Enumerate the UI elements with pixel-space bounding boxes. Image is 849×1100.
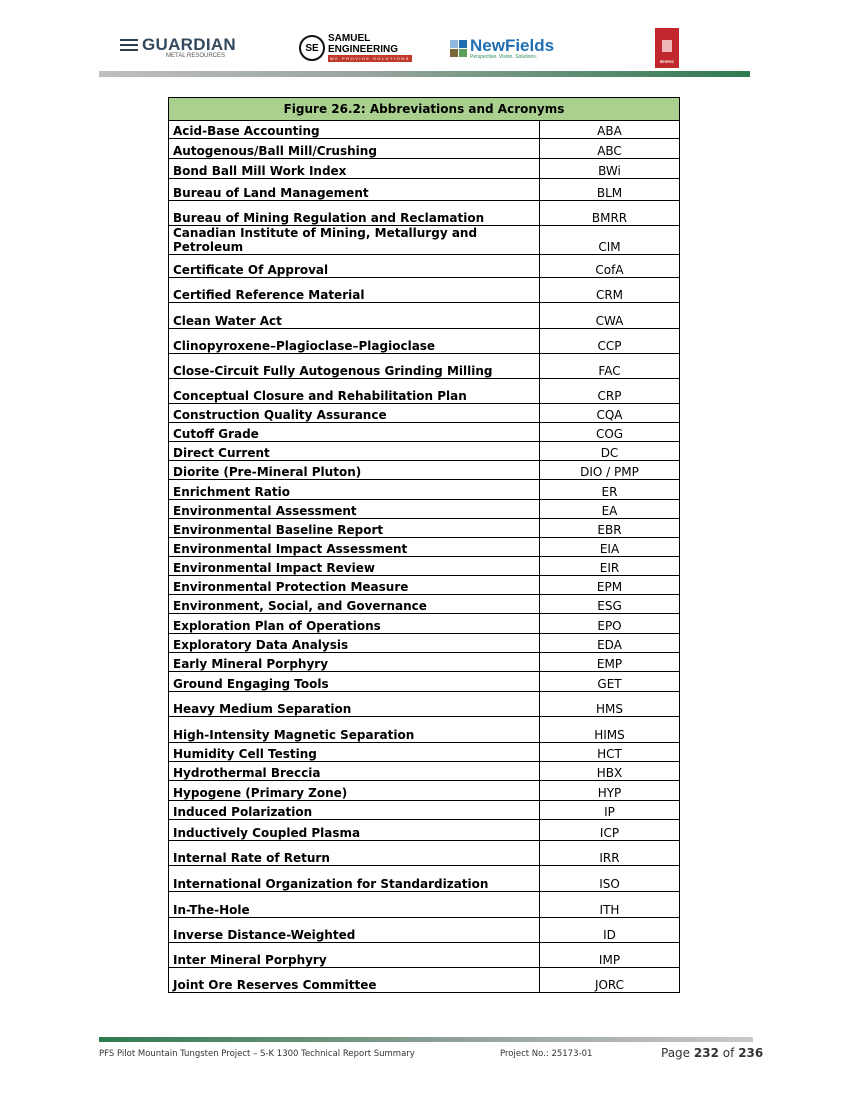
abbreviation-cell: ER xyxy=(540,480,680,500)
table-row xyxy=(169,762,680,781)
table-row xyxy=(169,672,680,692)
term-cell: Early Mineral Porphyry xyxy=(169,653,540,672)
table-row xyxy=(169,943,680,968)
term-cell: Clean Water Act xyxy=(169,303,540,329)
table-row xyxy=(169,139,680,159)
term-cell: International Organization for Standardization xyxy=(169,866,540,892)
respec-logo xyxy=(655,28,679,68)
footer-divider xyxy=(99,1037,753,1042)
page-current: 232 xyxy=(693,1046,719,1060)
term-cell: Ground Engaging Tools xyxy=(169,672,540,692)
abbreviation-cell: GET xyxy=(540,672,680,692)
term-cell: Certified Reference Material xyxy=(169,278,540,303)
term-cell: Environment, Social, and Governance xyxy=(169,595,540,614)
abbreviation-cell: COG xyxy=(540,423,680,442)
newfields-tagline: Perspective. Vision. Solutions. xyxy=(470,54,538,60)
term-cell: Induced Polarization xyxy=(169,801,540,820)
samuel-se-circle-icon: SE xyxy=(299,35,325,61)
term-cell: Hypogene (Primary Zone) xyxy=(169,781,540,801)
page-total: 236 xyxy=(738,1046,764,1060)
term-cell: Inductively Coupled Plasma xyxy=(169,820,540,841)
table-row xyxy=(169,278,680,303)
table-row xyxy=(169,500,680,519)
samuel-line2: ENGINEERING xyxy=(328,44,399,55)
term-cell: Bureau of Mining Regulation and Reclamation xyxy=(169,201,540,226)
term-cell: Autogenous/Ball Mill/Crushing xyxy=(169,139,540,159)
table-row xyxy=(169,692,680,717)
abbreviation-cell: EBR xyxy=(540,519,680,538)
abbreviation-cell: ESG xyxy=(540,595,680,614)
table-row xyxy=(169,781,680,801)
table-body xyxy=(169,121,680,993)
table-row xyxy=(169,801,680,820)
table-row xyxy=(169,576,680,595)
abbreviation-cell: CWA xyxy=(540,303,680,329)
abbreviation-cell: ITH xyxy=(540,892,680,918)
page-header xyxy=(0,0,849,80)
abbreviation-cell: EIA xyxy=(540,538,680,557)
term-cell: Hydrothermal Breccia xyxy=(169,762,540,781)
table-row xyxy=(169,614,680,634)
abbreviation-cell: HYP xyxy=(540,781,680,801)
abbreviation-cell: CRM xyxy=(540,278,680,303)
abbreviation-cell: ABA xyxy=(540,121,680,139)
term-cell: Inverse Distance-Weighted xyxy=(169,918,540,943)
newfields-logo xyxy=(450,37,554,60)
term-cell: Diorite (Pre-Mineral Pluton) xyxy=(169,461,540,480)
page-word: Page xyxy=(661,1046,691,1060)
term-cell: Environmental Baseline Report xyxy=(169,519,540,538)
table-row xyxy=(169,538,680,557)
table-row xyxy=(169,634,680,653)
term-cell: Inter Mineral Porphyry xyxy=(169,943,540,968)
abbreviation-cell: EDA xyxy=(540,634,680,653)
abbreviation-cell: DIO / PMP xyxy=(540,461,680,480)
abbreviation-cell: ICP xyxy=(540,820,680,841)
abbreviation-cell: CIM xyxy=(540,226,680,255)
table-row xyxy=(169,892,680,918)
table-row xyxy=(169,841,680,866)
term-cell: Bond Ball Mill Work Index xyxy=(169,159,540,179)
abbreviation-cell: EPO xyxy=(540,614,680,634)
table-row xyxy=(169,404,680,423)
guardian-logo xyxy=(120,36,236,60)
table-row xyxy=(169,423,680,442)
samuel-engineering-logo xyxy=(299,34,412,62)
table-row xyxy=(169,121,680,139)
table-row xyxy=(169,255,680,278)
table-row xyxy=(169,653,680,672)
newfields-squares-icon xyxy=(450,40,467,57)
samuel-tagline: WE PROVIDE SOLUTIONS xyxy=(330,56,410,61)
term-cell: Bureau of Land Management xyxy=(169,179,540,201)
abbreviation-cell: BWi xyxy=(540,159,680,179)
abbreviation-cell: EMP xyxy=(540,653,680,672)
table-row xyxy=(169,918,680,943)
abbreviation-cell: EPM xyxy=(540,576,680,595)
term-cell: Joint Ore Reserves Committee xyxy=(169,968,540,993)
table-row xyxy=(169,866,680,892)
of-word: of xyxy=(722,1046,735,1060)
abbreviation-cell: DC xyxy=(540,442,680,461)
abbreviation-cell: CRP xyxy=(540,379,680,404)
table-row xyxy=(169,461,680,480)
abbreviations-table xyxy=(168,97,680,993)
term-cell: Internal Rate of Return xyxy=(169,841,540,866)
table-row xyxy=(169,179,680,201)
term-cell: In-The-Hole xyxy=(169,892,540,918)
abbreviation-cell: IP xyxy=(540,801,680,820)
table-row xyxy=(169,595,680,614)
table-row xyxy=(169,226,680,255)
table-row xyxy=(169,557,680,576)
term-cell: Conceptual Closure and Rehabilitation Plan xyxy=(169,379,540,404)
term-cell: Clinopyroxene–Plagioclase–Plagioclase xyxy=(169,329,540,354)
term-cell: Exploratory Data Analysis xyxy=(169,634,540,653)
table-title: Figure 26.2: Abbreviations and Acronyms xyxy=(169,98,680,121)
respec-mark-icon xyxy=(662,40,672,52)
term-cell: Acid-Base Accounting xyxy=(169,121,540,139)
abbreviation-cell: HBX xyxy=(540,762,680,781)
footer-report-title: PFS Pilot Mountain Tungsten Project – S-K 1300 Technical Report Summary xyxy=(99,1049,415,1059)
header-divider xyxy=(99,71,750,77)
abbreviation-cell: IMP xyxy=(540,943,680,968)
table-row xyxy=(169,354,680,379)
abbreviation-cell: ABC xyxy=(540,139,680,159)
term-cell: Certificate Of Approval xyxy=(169,255,540,278)
table-row xyxy=(169,968,680,993)
abbreviation-cell: HCT xyxy=(540,743,680,762)
table-row xyxy=(169,820,680,841)
guardian-name: GUARDIAN xyxy=(142,35,237,54)
abbreviation-cell: HMS xyxy=(540,692,680,717)
term-cell: Environmental Protection Measure xyxy=(169,576,540,595)
term-cell: Cutoff Grade xyxy=(169,423,540,442)
abbreviation-cell: CofA xyxy=(540,255,680,278)
table-row xyxy=(169,329,680,354)
abbreviation-cell: JORC xyxy=(540,968,680,993)
term-cell: Environmental Assessment xyxy=(169,500,540,519)
table-row xyxy=(169,442,680,461)
term-cell: Environmental Impact Assessment xyxy=(169,538,540,557)
samuel-line1: SAMUEL xyxy=(328,33,371,44)
table-row xyxy=(169,743,680,762)
abbreviation-cell: BMRR xyxy=(540,201,680,226)
footer-page-number xyxy=(661,1046,763,1060)
abbreviation-cell: EIR xyxy=(540,557,680,576)
respec-name: RESPEC xyxy=(659,60,675,64)
term-cell: Construction Quality Assurance xyxy=(169,404,540,423)
table-row xyxy=(169,201,680,226)
abbreviation-cell: BLM xyxy=(540,179,680,201)
footer-project-number: Project No.: 25173-01 xyxy=(500,1049,593,1059)
term-cell: Close-Circuit Fully Autogenous Grinding Milling xyxy=(169,354,540,379)
term-cell: Direct Current xyxy=(169,442,540,461)
guardian-mark-icon xyxy=(120,39,138,51)
table-row xyxy=(169,303,680,329)
abbreviation-cell: IRR xyxy=(540,841,680,866)
abbreviation-cell: CCP xyxy=(540,329,680,354)
abbreviation-cell: FAC xyxy=(540,354,680,379)
newfields-name: NewFields xyxy=(470,36,555,55)
abbreviation-cell: ISO xyxy=(540,866,680,892)
table-row xyxy=(169,159,680,179)
term-cell: Canadian Institute of Mining, Metallurgy and Petroleum xyxy=(169,226,540,255)
table-row xyxy=(169,379,680,404)
guardian-subtitle: METAL RESOURCES xyxy=(166,53,226,59)
table-row xyxy=(169,717,680,743)
table-row xyxy=(169,480,680,500)
term-cell: Enrichment Ratio xyxy=(169,480,540,500)
abbreviation-cell: HIMS xyxy=(540,717,680,743)
table-row xyxy=(169,519,680,538)
term-cell: Heavy Medium Separation xyxy=(169,692,540,717)
term-cell: Exploration Plan of Operations xyxy=(169,614,540,634)
term-cell: Environmental Impact Review xyxy=(169,557,540,576)
abbreviation-cell: EA xyxy=(540,500,680,519)
term-cell: High-Intensity Magnetic Separation xyxy=(169,717,540,743)
term-cell: Humidity Cell Testing xyxy=(169,743,540,762)
abbreviation-cell: ID xyxy=(540,918,680,943)
abbreviation-cell: CQA xyxy=(540,404,680,423)
